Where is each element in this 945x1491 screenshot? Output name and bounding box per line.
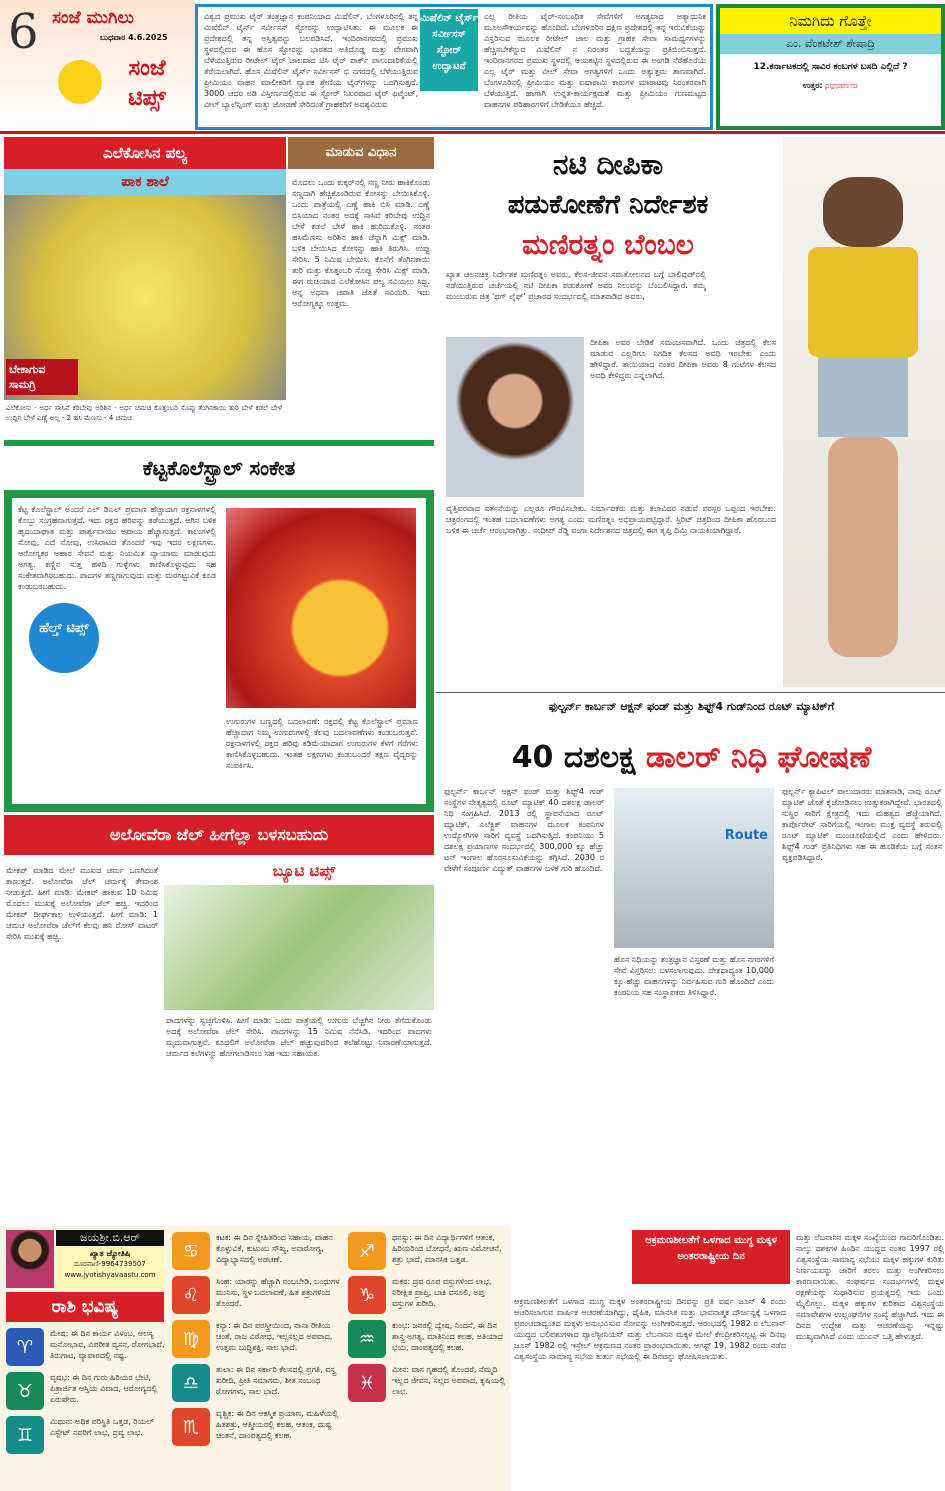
sign-text: ಮೇಷ: ಈ ದಿನ ಕಾರ್ಯ ವಿಳಂಬ, ಆಲಸ್ಯ ಮನೋಭಾವ, ವಿಪರೀತ ವ್ಯಸನ, ರೋಗಭಾದೆ, ತಿರುಗಾಟ, ವ್ಯಾಪಾರದಲ್ಲಿ ನಷ್ಟ. (50, 1329, 165, 1360)
zodiac-1-icon: ♉ (6, 1372, 44, 1410)
horoscope-sign (6, 1372, 166, 1410)
article-body: ಎಲ್ಲ ರೀತಿಯ ಟೈರ್-ಸಂಬಂಧಿತ ಸೇವೆಗಳಿಗೆ ಅಗತ್ಯವಾದ ಅತ್ಯಾಧುನಿಕ ಮೂಲಸೌಕರ್ಯವನ್ನು ಹೊಂದಿದೆ. ಬೆಂಗಳೂರಿನ ದಕ್ಷಿಣ ಪ್ರದೇಶದಲ್ಲಿ ತನ್ನ ಇರುವಿಕೆಯನ್ನು ವಿಸ್ತರಿಸುವ ಮೂಲಕ ರೀಟೇಲ್ ಜಾಲ ಮತ್ತು ಗ್ರಾಹಕ ಸೇವಾ ಸಾಮರ್ಥ್ಯಗಳನ್ನು ಹೆಚ್ಚಿಸಬೇಕೆನ್ನುವ ಮಿಷೆಲಿನ್ ನ ನಿರಂತರ ಬದ್ಧತೆಯನ್ನು ಪ್ರತಿಬಿಂಬಿಸುತ್ತದೆ. ಇಂದಿರಾನಗರದ ಪ್ರಮುಖ ಸ್ಥಳದಲ್ಲಿ ಆಯಕಟ್ಟಿನ ಸ್ಥಳದಲ್ಲಿರುವ ಈ ಅಂಗಡಿ ನೆರೆಹೊರೆಯ ಎಲ್ಲ ಟೈರ್ ಮತ್ತು ವೀಲ್ ಸೇವಾ ಅಗತ್ಯಗಳಿಗೆ ಒಂದು ಅತ್ಯುತ್ತಮ ತಾಣವಾಗಿದೆ. ಬೆಂಗಳೂರಿನಲ್ಲಿ ಪ್ರೀಮಿಯಂ ಮತ್ತು ಐಷಾರಾಮಿ ಕಾರುಗಳ ಮಾರಾಟವು ನಿರಂತರವಾಗಿ ಬೆಳೆಯುತ್ತಿದೆ. ಹಾಗಾಗಿ ಉನ್ನತ-ಕಾರ್ಯಕ್ಷಮತೆ ಮತ್ತು ಪ್ರೀಮಿಯಂ ಗುಣಮಟ್ಟದ ವಾಹನಗಳ ಪರಿಹಾರಗಳಿಗೆ ಬೇಡಿಕೆಯೂ ಹೆಚ್ಚಿದೆ. (484, 12, 706, 109)
fund-article (438, 696, 945, 1224)
horoscope-column (172, 1232, 342, 1452)
sign-text: ಧನಸ್ಸು: ಈ ದಿನ ವಿದ್ಯಾರ್ಥಿಗಳಿಗೆ ಆತಂಕ, ಹಿರಿಯರಿಂದ ಬೋಧನೆ, ಋಣ ವಿಮೋಚನೆ, ಶತ್ರು ಭಾದೆ, ಮಾನಸಿಕ ಒತ್ತಡ. (392, 1233, 502, 1264)
headline-line: ಮಣಿರತ್ನಂ ಬೆಂಬಲ (522, 228, 694, 261)
method-label: ಮಾಡುವ ವಿಧಾನ (288, 137, 434, 169)
horoscope-sign (348, 1320, 508, 1358)
headline-line: ಪಡುಕೋಣೆಗೆ ನಿರ್ದೇಶಕ (507, 190, 709, 220)
headline (438, 736, 945, 780)
quiz-author: ಎಂ. ವೆಂಕಟೇಶ್ ಶೇಷಾದ್ರಿ (720, 34, 941, 54)
cholesterol-body: ಕೆಟ್ಟ ಕೊಲೆಸ್ಟ್ರಾಲ್ ಅಂದರೆ ಎಲ್ ಡಿಎಲ್ ಪ್ರಮಾಣ ಹೆಚ್ಚಾದಾಗ ರಕ್ತನಾಳಗಳಲ್ಲಿ ಕೊಬ್ಬು ಸಂಗ್ರಹವಾಗುತ್ತದೆ. ಇದು ರಕ್ತದ ಹರಿವನ್ನು ತಡೆಯುತ್ತದೆ. ಆಗಿನ ಬಳಿಕ ಹೃದಯಾಘಾತ ಮತ್ತು ಪಾರ್ಶ್ವವಾಯು ಅಪಾಯ ಹೆಚ್ಚಾಗುತ್ತದೆ. ಕಾಲುಗಳಲ್ಲಿ ನೋವು, ಎದೆ ನೋವು, ಉಸಿರಾಟದ ತೊಂದರೆ ಇವು ಇದರ ಲಕ್ಷಣಗಳು. ಆರೋಗ್ಯಕರ ಆಹಾರ ಸೇವನೆ ಮತ್ತು ನಿಯಮಿತ ವ್ಯಾಯಾಮ ಮಾಡುವುದು ಅಗತ್ಯ. ಕಣ್ಣಿನ ಸುತ್ತ ಹಳದಿ ಗುಳ್ಳೆಗಳು ಕಾಣಿಸಿಕೊಳ್ಳುವುದು ಸಹ ಸಂಕೇತವಾಗಿರಬಹುದು. ಪಾದಗಳ ತಣ್ಣಗಾಗುವುದು ಮತ್ತು ಮರಗಟ್ಟುವಿಕೆ ಕೂಡ ಕಂಡುಬರಬಹುದು. (18, 505, 216, 591)
health-tips-badge: ಹೆಲ್ತ್ ಟಿಪ್ಸ್ (26, 600, 102, 676)
article-body: ದೀಪಿಕಾ ಅವರ ಬೇಡಿಕೆ ಸಮಂಜಸವಾಗಿದೆ. ಒಂದು ಚಿತ್ರದಲ್ಲಿ ಕೆಲಸ ಮಾಡುವ ಎಲ್ಲರಿಗೂ ನಿಗದಿತ ಕೆಲಸದ ಅವಧಿ ಇರಬೇಕು ಎಂದು ಹೇಳಿದ್ದಾರೆ. ತಾಯಿಯಾದ ನಂತರ ದೀಪಿಕಾ ಅವರು 8 ಗಂಟೆಗಳ ಕೆಲಸದ ಅವಧಿ ಕೇಳಿದ್ದರು ಎನ್ನಲಾಗಿದೆ. (590, 338, 776, 380)
zodiac-10-icon: ♒ (348, 1320, 386, 1358)
horoscope-sign (172, 1276, 342, 1314)
team-photo (614, 788, 774, 948)
zodiac-11-icon: ♓ (348, 1364, 386, 1402)
divider (436, 692, 945, 693)
article-body: ಖ್ಯಾತ ಚಲನಚಿತ್ರ ನಿರ್ದೇಶಕ ಮಣಿರತ್ನಂ ಅವರು, ಕೆಲಸ-ಜೀವನ ಸಮತೋಲನದ ಬಗ್ಗೆ ಬಾಲಿವುಡ್‌ನಲ್ಲಿ ನಡೆಯುತ್ತಿರುವ ಚರ್ಚೆಯಲ್ಲಿ ನಟಿ ದೀಪಿಕಾ ಪಡುಕೋಣೆ ಅವರ ನಿಲುವನ್ನು ಬೆಂಬಲಿಸಿದ್ದಾರೆ. ತಮ್ಮ ಮುಂಬರುವ ಚಿತ್ರ 'ಥಗ್ ಲೈಫ್' ಪ್ರಚಾರದ ಸಂದರ್ಭದಲ್ಲಿ ಮಾತನಾಡಿದ ಅವರು, (446, 270, 706, 301)
sign-text: ಮಿಥುನ: ಅಧಿಕ ಪರಿಸ್ಥಿತಿ ಒತ್ತಡ, ರಿಯಲ್ ಎಸ್ಟೇಟ್ ನವರಿಗೆ ಲಾಭ, ದ್ರವ್ಯ ಲಾಭ. (50, 1417, 154, 1437)
answer-label: ಉತ್ತರ: (802, 81, 823, 90)
horoscope-column (348, 1232, 508, 1408)
ingredients-label: ಬೇಕಾಗುವ ಸಾಮಗ್ರಿ (6, 359, 78, 395)
issue-date: ಬುಧವಾರ 4.6.2025 (100, 33, 168, 42)
cholesterol-body: ಉಗುರುಗಳ ಬಣ್ಣದಲ್ಲಿ ಬದಲಾವಣೆ: ರಕ್ತದಲ್ಲಿ ಕೆಟ್ಟ ಕೊಲೆಸ್ಟ್ರಾಲ್ ಪ್ರಮಾಣ ಹೆಚ್ಚಾದಾಗ ನಿಮ್ಮ ಉಗುರುಗಳಲ್ಲಿ ಕೆಲವು ಬದಲಾವಣೆಗಳು ಕಂಡುಬರುತ್ತವೆ. ರಕ್ತನಾಳಗಳಲ್ಲಿ ರಕ್ತದ ಹರಿವು ಕಡಿಮೆಯಾದಾಗ ಉಗುರುಗಳ ಕೆಳಗೆ ಗೆರೆಗಳು ಕಾಣಿಸಿಕೊಳ್ಳಬಹುದು. ಇಂತಹ ಲಕ್ಷಣಗಳು ಕಂಡುಬಂದರೆ ತಕ್ಷಣ ವೈದ್ಯರನ್ನು ಸಂಪರ್ಕಿಸಿ. (226, 717, 418, 770)
astrologer-website[interactable]: www.jyotishyavaastu.com (64, 1271, 156, 1279)
sign-text: ವೃಷಭ: ಈ ದಿನ ಗುರು ಹಿರಿಯರ ಭೇಟಿ, ಪಿತ್ರಾರ್ಜಿತ ಆಸ್ತಿಯ ವಿವಾದ, ಆರೋಗ್ಯದಲ್ಲಿ ಏರುಪೇರು. (50, 1373, 158, 1404)
zodiac-3-icon: ♋ (172, 1232, 210, 1270)
horoscope-column (6, 1328, 166, 1460)
sign-text: ವೃಶ್ಚಿಕ: ಈ ದಿನ ಆಕಸ್ಮಿಕ ಪ್ರಯಾಣ, ಮಹಿಳೆಯಲ್ಲಿ ಹಿತಶತ್ರು, ಆತ್ಮೀಯರಲ್ಲಿ ಕಲಹ, ಆತಂಕ, ದುಷ್ಟ ಚಿಂತನೆ, ದಾಂಪತ್ಯದಲ್ಲಿ ಕಲಹ. (216, 1409, 339, 1440)
article-body: ಫುಲ್ಟರ್ನ್ ಕಾರ್ಬನ್ ಆಕ್ಷನ್ ಫಂಡ್ ಮತ್ತು ಶಿಫ್ಟ್4 ಗುಡ್ ಸಂಸ್ಥೆಗಳ ನೇತೃತ್ವದಲ್ಲಿ ರೂಟ್ ಮ್ಯಾಟಿಕ್ 40 ದಶಲಕ್ಷ ಡಾಲರ್ ನಿಧಿ ಸಂಗ್ರಹಿಸಿದೆ. 2013 ರಲ್ಲಿ ಸ್ಥಾಪನೆಯಾದ ರೂಟ್ ಮ್ಯಾಟಿಕ್, ಎಲೆಕ್ಟ್ರಿಕ್ ವಾಹನಗಳ ಮೂಲಕ ಕಂಪನಿಗಳ ಉದ್ಯೋಗಿಗಳ ಸಾರಿಗೆ ವ್ಯವಸ್ಥೆ ಒದಗಿಸುತ್ತಿದೆ. ಕಂಪನಿಯು 5 ದಶಲಕ್ಷ ಪ್ರಯಾಣಗಳ ಸಂದರ್ಭದಲ್ಲಿ 300,000 ಕ್ಕೂ ಹೆಚ್ಚು ಟನ್ ಇಂಗಾಲ ಹೊರಸೂಸುವಿಕೆಯನ್ನು ತಗ್ಗಿಸಿದೆ. 2030 ರ ವೇಳೆಗೆ ಸಂಪೂರ್ಣ ವಿದ್ಯುತ್ ವಾಹನಗಳ ಬಳಕೆ ಗುರಿ ಹೊಂದಿದೆ. (444, 787, 604, 873)
zodiac-5-icon: ♍ (172, 1320, 210, 1358)
horoscope-section (0, 1226, 510, 1491)
children-day-article (512, 1226, 945, 1491)
article-body: ಆಕ್ರಮಣಶೀಲತೆಗೆ ಒಳಗಾದ ಮುಗ್ಧ ಮಕ್ಕಳ ಅಂತರರಾಷ್ಟ್ರೀಯ ದಿನವನ್ನು ಪ್ರತಿ ವರ್ಷ ಜೂನ್ 4 ರಂದು ಆಚರಿಸಲಾಗುವ ವಾರ್ಷಿಕ ಆಚರಣೆಯಾಗಿದ್ದು, ದೈಹಿಕ, ಮಾನಸಿಕ ಮತ್ತು ಭಾವನಾತ್ಮಕ ದೌರ್ಜನ್ಯಕ್ಕೆ ಒಳಗಾದ ಪ್ರಪಂಚದಾದ್ಯಂತದ ಮಕ್ಕಳು ಅನುಭವಿಸುವ ನೋವನ್ನು ಅಂಗೀಕರಿಸುತ್ತದೆ. ಆರಂಭದಲ್ಲಿ 1982 ರ ಲೆಬನಾನ್ ಯುದ್ಧದ ಬಲಿಪಶುಗಳಾದ ಪ್ಯಾಲೆಸ್ಟೀನಿಯನ್ ಮತ್ತು ಲೆಬನಾನಿನ ಮಕ್ಕಳ ಮೇಲೆ ಕೇಂದ್ರೀಕರಿಸಲ್ಪಟ್ಟ ಈ ದಿನವು ಜೂನ್ 1982 ರಲ್ಲಿ ಇಸ್ರೇಲ್ ಆಕ್ರಮಣದ ನಂತರ ಪ್ರಾರಂಭವಾಯಿತು. ಆಗಸ್ಟ್ 19, 1982 ರಂದು ನಡೆದ ವಿಶ್ವಸಂಸ್ಥೆಯ ಸಾಮಾನ್ಯ ಸಭೆಯ ತುರ್ತು ಸಭೆಯಲ್ಲಿ ಈ ದಿನವನ್ನು ಘೋಷಿಸಲಾಯಿತು. (514, 1297, 786, 1361)
headline: ಆಕ್ರಮಣಶೀಲತೆಗೆ ಒಳಗಾದ ಮುಗ್ಧ ಮಕ್ಕಳ ಅಂತರರಾಷ್ಟ್ರೀಯ ದಿನ (632, 1230, 790, 1284)
horoscope-title: ರಾಶಿ ಭವಿಷ್ಯ (6, 1292, 164, 1322)
cholesterol-body-wrap (18, 504, 216, 796)
deepika-fullbody-photo (783, 137, 945, 687)
divider (0, 131, 945, 134)
horoscope-sign (172, 1364, 342, 1402)
method-text: ಮೊದಲು ಒಂದು ಕುಕ್ಕರ್‌ನಲ್ಲಿ ಸಣ್ಣ ನೀರು ಹಾಕಿಕೊಂಡು ಸಣ್ಣದಾಗಿ ಹೆಚ್ಚಿಕೊಂಡಿರುವ ಕೋಸನ್ನು ಬೇಯಿಸಿಕೊಳ್ಳಿ. ಒಂದು ಪಾತ್ರೆಯಲ್ಲಿ ಎಣ್ಣೆ ಹಾಕಿ ಬಿಸಿ ಮಾಡಿ. ಎಣ್ಣೆ ಬಿಸಿಯಾದ ನಂತರ ಅದಕ್ಕೆ ಸಾಸಿವೆ ಕರಿಬೇವು ಉದ್ದಿನ ಬೇಳೆ ಕಡಲೆ ಬೇಳೆ ಹಾಕಿ ಹುರಿದುಕೊಳ್ಳಿ. ನಂತರ ಹಸಿಮೆಣಸು ಅರಿಶಿನ ಹಾಕಿ ಚೆನ್ನಾಗಿ ಮಿಕ್ಸ್ ಮಾಡಿ. ಬಳಿಕ ಬೇಯಿಸಿದ ಕೋಸನ್ನು ಹಾಕಿ ತಿರುಗಿಸಿ. ಉಪ್ಪು ಸೇರಿಸಿ. 5 ನಿಮಿಷ ಬೇಯಿಸಿ. ಕೊನೆಗೆ ತೆಂಗಿನಕಾಯಿ ತುರಿ ಮತ್ತು ಕೊತ್ತಂಬರಿ ಸೊಪ್ಪು ಸೇರಿಸಿ ಮಿಕ್ಸ್ ಮಾಡಿ. ಈಗ ರುಚಿಯಾದ ಎಲೆಕೋಸಿನ ಪಲ್ಯ ಸವಿಯಲು ಸಿದ್ಧ. ಅನ್ನ ಅಥವಾ ಚಪಾತಿ ಜೊತೆ ಸವಿಯಿರಿ. ಇದು ಆರೋಗ್ಯಕ್ಕೂ ಉತ್ತಮ. (292, 178, 430, 308)
quiz-box (716, 4, 945, 130)
headline-part: 40 ದಶಲಕ್ಷ (511, 740, 636, 775)
zodiac-8-icon: ♐ (348, 1232, 386, 1270)
horoscope-sign (6, 1328, 166, 1366)
quiz-answer: ಮೂಡಬಿದಿರೆ (825, 82, 859, 91)
horoscope-sign (348, 1232, 508, 1270)
cholesterol-section (4, 440, 434, 812)
deepika-portrait-photo (446, 337, 584, 497)
aloe-body: ಮೇಕಪ್ ಮಾಡಿದ ಮೇಲೆ ಮುಖದ ಚರ್ಮ ಒಣಗಿದಂತೆ ಕಾಣುತ್ತದೆ. ಅಲೋವೆರಾ ಜೆಲ್ ಚರ್ಮಕ್ಕೆ ತೇವಾಂಶ ನೀಡುತ್ತದೆ. ಹೀಗೆ ಮಾಡಿ: ಮೇಕಪ್ ಹಾಕುವ 10 ನಿಮಿಷ ಮೊದಲು ಮುಖಕ್ಕೆ ಅಲೋವೆರಾ ಜೆಲ್ ಹಚ್ಚಿ. ಇದರಿಂದ ಮೇಕಪ್ ದೀರ್ಘಕಾಲ ಉಳಿಯುತ್ತದೆ. ಹೀಗೆ ಮಾಡಿ: 1 ಚಮಚ ಅಲೋವೆರಾ ಜೆಲ್‌ಗೆ ಕೆಲವು ಹನಿ ರೋಸ್ ವಾಟರ್ ಸೇರಿಸಿ ಮುಖಕ್ಕೆ ಹಚ್ಚಿ. (6, 866, 158, 941)
headline-line: ನಟಿ ದೀಪಿಕಾ (552, 148, 664, 181)
zodiac-7-icon: ♏ (172, 1408, 210, 1446)
route-sign: Route (724, 828, 768, 843)
sign-text: ಕನ್ಯಾ: ಈ ದಿನ ಪರಸ್ತ್ರೀಯಿಂದ, ನಾನಾ ರೀತಿಯ ಚಿಂತೆ, ರಾಜ ವಿರೋಧ, ಇಲ್ಲಸಲ್ಲದ ಅಪವಾದ, ಉತ್ತಮ ಬುದ್ಧಿಶಕ್ತಿ, ಸಾಲ ಭಾದೆ. (216, 1321, 333, 1352)
kitchen-label: ಪಾಕ ಶಾಲೆ (4, 169, 286, 195)
section-title: ಸಂಜೆ ಟಿಪ್ಸ್ (128, 56, 166, 111)
michelin-article (195, 4, 713, 130)
horoscope-sign (348, 1276, 508, 1314)
masthead (0, 0, 195, 130)
aloe-body: ಪಾದಗಳನ್ನು ಸ್ವಚ್ಛಗೊಳಿಸಿ. ಹೀಗೆ ಮಾಡಿ: ಒಂದು ಪಾತ್ರೆಯಲ್ಲಿ ಉಗುರು ಬೆಚ್ಚಗಿನ ನೀರು ತೆಗೆದುಕೊಂಡು ಅದಕ್ಕೆ ಅಲೋವೆರಾ ಜೆಲ್ ಸೇರಿಸಿ. ಪಾದಗಳನ್ನು 15 ನಿಮಿಷ ನೆನೆಸಿಡಿ. ಇದರಿಂದ ಪಾದಗಳು ಮೃದುವಾಗುತ್ತವೆ. ಕೂದಲಿಗೆ ಅಲೋವೆರಾ ಜೆಲ್ ಹಚ್ಚುವುದರಿಂದ ತಲೆಹೊಟ್ಟು ನಿವಾರಣೆಯಾಗುತ್ತದೆ. ಚರ್ಮದ ಕಲೆಗಳನ್ನು ಹೋಗಲಾಡಿಸಲು ಸಹ ಇದು ಸಹಾಯಕ. (166, 1016, 432, 1058)
cholesterol-title: ಕೆಟ್ಟಕೊಲೆಸ್ಟ್ರಾಲ್ ಸಂಕೇತ (4, 446, 434, 490)
article-body: ಮತ್ತು ಲೆಬನಾನಿನ ಮಕ್ಕಳ ಸಂಖ್ಯೆಯಿಂದ ಗಾಬರಿಗೊಂಡಿತು. ನಾಲ್ಕು ದಶಕಗಳ ಹಿಂದಿನ ಯುದ್ಧದ ನಂತರ 1997 ರಲ್ಲಿ ವಿಶ್ವಸಂಸ್ಥೆಯ ಸಾಮಾನ್ಯ ಸಭೆಯು ಮಕ್ಕಳ ಹಕ್ಕುಗಳ ಕುರಿತು ನಿರ್ಣಯವನ್ನು ಜಾರಿಗೆ ತರಲು ಮತ್ತು ಅಂಗೀಕರಿಸಲು ಕಾರಣವಾಯಿತು. ಸಂಘರ್ಷದ ಸಂದರ್ಭಗಳಲ್ಲಿ ಮಕ್ಕಳ ರಕ್ಷಣೆಯನ್ನು ಸುಧಾರಿಸುವ ಪ್ರಯತ್ನದಲ್ಲಿ ಇದು ಒಂದು ಮೈಲಿಗಲ್ಲು. ಮಕ್ಕಳ ಹಕ್ಕುಗಳ ಕುರಿತಾದ ವಿಶ್ವಸಂಸ್ಥೆಯ ಸಮಾವೇಶಗಳ ಉಲ್ಲಂಘನೆಗಳ ಸಂಖ್ಯೆ ಹೆಚ್ಚಾಗಿದೆ. ಇದು ಈ ದಿನದ ಉದ್ದೇಶ ಮತ್ತು ಆಚರಣೆಯನ್ನು ಇನ್ನಷ್ಟು ಮುಖ್ಯವಾಗಿಸಿದೆ ಎಂದು ಯುಎನ್ ಒತ್ತಿ ಹೇಳುತ್ತದೆ. (796, 1233, 944, 1341)
deepika-article (438, 137, 945, 690)
zodiac-4-icon: ♌ (172, 1276, 210, 1314)
aloe-title: ಅಲೋವೆರಾ ಜೆಲ್ ಹೀಗೆಲ್ಲಾ ಬಳಸಬಹುದು (4, 815, 434, 855)
recipe-title: ಎಲೆಕೋಸಿನ ಪಲ್ಯ (4, 137, 286, 169)
headline-part: ಡಾಲರ್ ನಿಧಿ ಘೋಷಣೆ (645, 740, 872, 775)
article-body: ಫುಲ್ಟರ್ನ್ ಕ್ಯಾಪಿಟಲ್ ಪಾಲುದಾರರು ಮಾತನಾಡಿ, ನಾವು ರೂಟ್ ಮ್ಯಾಟಿಕ್ ಜೊತೆ ಕೈಜೋಡಿಸಲು ಉತ್ಸುಕರಾಗಿದ್ದೇವೆ. ಭಾರತದಲ್ಲಿ ಸುಸ್ಥಿರ ಸಾರಿಗೆ ಕ್ಷೇತ್ರದಲ್ಲಿ ಇದು ಮಹತ್ವದ ಹೆಜ್ಜೆಯಾಗಿದೆ. ಕಾರ್ಪೊರೇಟ್ ಸಾರಿಗೆಯಲ್ಲಿ ಇಂಗಾಲ ಮುಕ್ತ ವ್ಯವಸ್ಥೆ ತರುವಲ್ಲಿ ರೂಟ್ ಮ್ಯಾಟಿಕ್ ಮುಂಚೂಣಿಯಲ್ಲಿದೆ ಎಂದು ಹೇಳಿದರು. ಶಿಫ್ಟ್4 ಗುಡ್ ಪ್ರತಿನಿಧಿಗಳು ಸಹ ಈ ಹೂಡಿಕೆಯ ಬಗ್ಗೆ ಸಂತಸ ವ್ಯಕ್ತಪಡಿಸಿದ್ದಾರೆ. (782, 787, 942, 862)
quiz-title: ನಿಮಗಿದು ಗೊತ್ತೇ (720, 8, 941, 34)
sign-text: ಸಿಂಹ: ಯಾರನ್ನು ಹೆಚ್ಚಾಗಿ ನಂಬಬೇಡಿ, ಬಂಧುಗಳ ಮುನಿಸು, ಸ್ಥಳ ಬದಲಾವಣೆ, ಹಿತ ಶತ್ರುಗಳಿಂದ ತೊಂದರೆ. (216, 1277, 340, 1308)
aloe-section (4, 815, 434, 1223)
zodiac-9-icon: ♑ (348, 1276, 386, 1314)
sign-text: ಮೀನ: ವಾಸ ಗೃಹದಲ್ಲಿ ತೊಂದರೆ, ನೆಮ್ಮದಿ ಇಲ್ಲದ ಜೀವನ, ಸಲ್ಲದ ಅಪವಾದ, ಕೃಷಿಯಲ್ಲಿ ಲಾಭ. (392, 1365, 506, 1396)
page-number: 6 (8, 4, 39, 60)
article-headline: ಮಿಷೆಲಿನ್ ಟೈರ್ಸ್ ಸರ್ವೀಸಸ್ ಸ್ಟೋರ್ ಉದ್ಘಾಟನೆ (420, 9, 478, 91)
article-body: ವೃತ್ತಿಪರವಾದ ವರ್ತನೆಯನ್ನು ಎಲ್ಲರೂ ಗೌರವಿಸಬೇಕು. ನಿರ್ಮಾಪಕರು ಮತ್ತು ಕಲಾವಿದರ ನಡುವೆ ಪರಸ್ಪರ ಒಪ್ಪಂದ ಇರಬೇಕು. ಚಿತ್ರರಂಗದಲ್ಲಿ ಇಂತಹ ಬದಲಾವಣೆಗಳು ಅಗತ್ಯ ಎಂದು ಮಣಿರತ್ನಂ ಅಭಿಪ್ರಾಯಪಟ್ಟಿದ್ದಾರೆ. ಸ್ಪಿರಿಟ್ ಚಿತ್ರದಿಂದ ದೀಪಿಕಾ ಹೊರಬಂದ ಬಳಿಕ ಈ ಚರ್ಚೆ ಆರಂಭವಾಗಿತ್ತು. ಸಂದೀಪ್ ರೆಡ್ಡಿ ವಂಗಾ ನಿರ್ದೇಶನದ ಚಿತ್ರದಲ್ಲಿ ಈಗ ತೃಪ್ತಿ ದಿಮ್ರಿ ನಾಯಕಿಯಾಗಿದ್ದಾರೆ. (446, 504, 776, 535)
sign-text: ಕಟಕ: ಈ ದಿನ ಸ್ನೇಹಿತರಿಂದ ಸಹಾಯ, ವಾಹನ ಕೊಳ್ಳುವಿಕೆ, ಕುಟುಂಬ ಸೌಖ್ಯ, ಅನಾರೋಗ್ಯ, ವಿದ್ಯಾಭ್ಯಾಸದಲ್ಲಿ ಅಡಚಣೆ. (216, 1233, 333, 1264)
article-body: ಹೊಸ ನಿಧಿಯನ್ನು ತಂತ್ರಜ್ಞಾನ ವಿಸ್ತರಣೆ ಮತ್ತು ಹೊಸ ನಗರಗಳಿಗೆ ಸೇವೆ ವಿಸ್ತರಿಸಲು ಬಳಸಲಾಗುವುದು. ದೇಶದಾದ್ಯಂತ 10,000 ಕ್ಕೂ ಹೆಚ್ಚು ವಾಹನಗಳನ್ನು ನಿರ್ವಹಿಸುವ ಗುರಿ ಹೊಂದಿದೆ ಎಂದು ಕಂಪನಿಯ ಸಹ ಸಂಸ್ಥಾಪಕರು ತಿಳಿಸಿದ್ದಾರೆ. (614, 955, 774, 997)
beauty-tips-label: ಬ್ಯೂಟಿ ಟಿಪ್ಸ್ (272, 862, 336, 880)
sign-text: ಮಕರ: ದ್ರವ ರೂಪ ವಸ್ತುಗಳಿಂದ ಲಾಭ, ನಿರೀಕ್ಷಿತ ಪ್ರಾಪ್ತಿ, ಬಾಕಿ ವಸೂಲಿ, ಅಪ್ತ ವಸ್ತುಗಳ ಖರೀದಿ. (392, 1277, 492, 1308)
astrologer-card (56, 1230, 164, 1290)
zodiac-0-icon: ♈ (6, 1328, 44, 1366)
sign-text: ತುಲಾ: ಈ ದಿನ ಸರ್ಕಾರಿ ಕೆಲಸದಲ್ಲಿ ಪ್ರಗತಿ, ವಸ್ತ್ರ ಖರೀದಿ, ಪ್ರೀತಿ ಸಮಾಗಮ, ಶೀತ ಸಂಬಂಧ ರೋಗಗಳು, ಸಾಲ ಭಾದೆ. (216, 1365, 336, 1396)
horoscope-sign (172, 1408, 342, 1446)
ingredients-text: ಎಲೆಕೋಸು - ಅರ್ಧ ಸಾಸಿವೆ ಕರಿಬೇವು ಅರಿಶಿನ - ಅರ್ಧ ಚಮಚ ಕೊತ್ತಂಬರಿ ಸೊಪ್ಪು ತೆಂಗಿನಕಾಯಿ ತುರಿ ಬೇಳೆ ಕಡಲೆ ಬೇಳೆ ಉದ್ದಿನ ಬೇಳೆ ಎಣ್ಣೆ ಅಲ್ಪ - 2 ಹಸಿ ಮೆಣಸು - 4 ಚಮಚ (6, 404, 282, 422)
zodiac-2-icon: ♊ (6, 1416, 44, 1454)
sign-text: ಕುಂಭ: ಜನರಲ್ಲಿ ದ್ವೇಷ, ನಿಂದನೆ, ಈ ದಿನ ಶಾಸ್ತ್ರ ಅಗತ್ಯ, ಮಾತಿನಿಂದ ಕಲಹ, ಅತಿಯಾದ ಭಯ, ದಾಂಪತ್ಯದಲ್ಲಿ ಕಲಹ. (392, 1321, 503, 1352)
horoscope-sign (172, 1232, 342, 1270)
artery-illustration (226, 508, 416, 708)
astrologer-name: ಜಯಶ್ರೀ.ಬಿ.ಆರ್ (56, 1230, 164, 1246)
horoscope-sign (172, 1320, 342, 1358)
recipe-section (4, 137, 434, 437)
horoscope-sign (348, 1364, 508, 1402)
aloe-vera-photo (164, 885, 434, 1010)
paper-name: ಸಂಜೆ ಮುಗಿಲು (52, 8, 134, 28)
headline (438, 145, 778, 265)
astrologer-photo (6, 1230, 54, 1288)
lightbulb-icon (58, 60, 102, 104)
astrologer-phone: ದೂರವಾಣಿ-9964739507 (74, 1260, 146, 1268)
kicker: ಫುಲ್ಟರ್ನ್ ಕಾರ್ಬನ್ ಆಕ್ಷನ್ ಫಂಡ್ ಮತ್ತು ಶಿಫ್ಟ್4 ಗುಡ್‌ನಿಂದ ರೂಟ್ ಮ್ಯಾಟಿಕ್‌ಗೆ (548, 700, 835, 713)
horoscope-sign (6, 1416, 166, 1454)
quiz-question: 12.ಕರ್ನಾಟಕದಲ್ಲಿ ಸಾವಿರ ಕಂಬಗಳ ಬಸದಿ ಎಲ್ಲಿದೆ ? (753, 62, 908, 72)
article-body: ವಿಶ್ವದ ಪ್ರಮುಖ ಟೈರ್ ತಂತ್ರಜ್ಞಾನ ಕಂಪನಿಯಾದ ಮಿಷೆಲಿನ್, ಬೆಂಗಳೂರಿನಲ್ಲಿ ತನ್ನ ಮಿಷೆಲಿನ್ ಟೈರ್ಸ್ ಸರ್ವೀಸಸ್ ಸ್ಟೋರನ್ನು ಉದ್ಘಾಟಿಸಿತು. ಈ ಮೂಲಕ ಈ ಪ್ರದೇಶದಲ್ಲಿ ತನ್ನ ಅಸ್ತಿತ್ವವನ್ನು ಬಲಪಡಿಸಿದೆ. ಇಂದಿರಾನಗರದಲ್ಲಿ ಪ್ರಮುಖ ಸ್ಥಳದಲ್ಲಿರುವ ಈ ಹೊಸ ಸ್ಟೋರನ್ನು ಭಾರತದ ಅತಿದೊಡ್ಡ ಮತ್ತು ವೇಗವಾಗಿ ಬೆಳೆಯುತ್ತಿರುವ ರೀಟೇಲ್ ಟೈರ್ ಜಾಲವಾದ ಟಿಸಿ ಟೈರ್ ಪಾರ್ಕ್ ಪಾಲುದಾರಿಕೆಯಲ್ಲಿ ತೆರೆಯಲಾಗಿದೆ. ಹೊಸ ಮಿಷೆಲಿನ್ ಟೈರ್ಸ್ ಸರ್ವೀಸಸ್ ಭಿ ನಗರದಲ್ಲಿ ಬೆಳೆಯುತ್ತಿರುವ ಪ್ರೀಮಿಯಂ ವಾಹನ ಮಾಲೀಕರಿಗೆ ವ್ಯಾಪಕ ಶ್ರೇಣಿಯ ಟೈರ್‌ಗಳನ್ನು ಒದಗಿಸುತ್ತದೆ. 3000 ಚದರ ಅಡಿ ವಿಸ್ತೀರ್ಣದಲ್ಲಿರುವ ಈ ಸ್ಟೋರ್ ನಿಖರವಾದ ಟೈರ್ ಫಿಟ್ಮೆಂಟ್, ವೀಲ್ ಬ್ಯಾಲೆನ್ಸಿಂಗ್ ಮತ್ತು ಜೋಡಣೆ ಸೇರಿದಂತೆ ಗ್ರಾಹಕರಿಗೆ ಅವಶ್ಯವಿರುವ (204, 12, 418, 109)
zodiac-6-icon: ♎ (172, 1364, 210, 1402)
astrologer-title: ಖ್ಯಾತ ಜ್ಯೋತಿಷಿ (89, 1249, 131, 1258)
